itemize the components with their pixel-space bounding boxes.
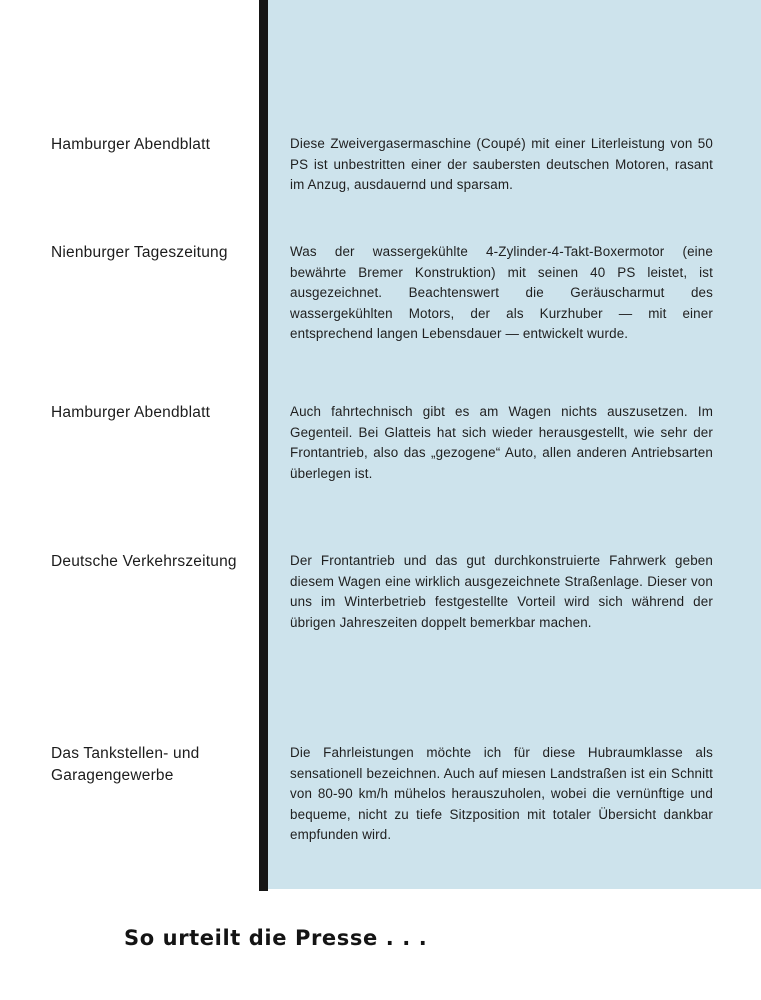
press-quote: Der Frontantrieb und das gut durchkonstruierte Fahrwerk geben diesem Wagen eine wirklich ausgezeichnete Straßenlage. Dieser von uns im Winterbetrieb festgestellte Vorteil wird sich während der übrigen Jahreszeiten doppelt bemerkbar machen. — [290, 553, 713, 630]
source-label: Deutsche Verkehrszeitung — [51, 553, 237, 570]
press-quote: Was der wassergekühlte 4-Zylinder-4-Takt-Boxermotor (eine bewährte Bremer Konstruktion) mit seinen 40 PS leistet, ist ausgezeichnet. Beachtenswert die Geräuscharmut des wassergekühlten Motors, der als Kurzhuber — mit einer entsprechend langen Lebensdauer — entwickelt wurde. — [290, 244, 713, 342]
source-label: Das Tankstellen- und Garagengewerbe — [51, 745, 200, 784]
press-quote: Die Fahrleistungen möchte ich für diese Hubraumklasse als sensationell bezeichnen. Auch auf miesen Landstraßen ist ein Schnitt von 80-90 km/h mühelos herauszuholen, wobei die vernünftige und bequeme, nicht zu tiefe Sitzposition mit totaler Übersicht dankbar empfunden wird. — [290, 745, 713, 843]
source-label: Hamburger Abendblatt — [51, 404, 211, 421]
press-quote: Diese Zweivergasermaschine (Coupé) mit einer Literleistung von 50 PS ist unbestritten einer der saubersten deutschen Motoren, rasant im Anzug, ausdauernd und sparsam. — [290, 136, 713, 193]
press-quote: Auch fahrtechnisch gibt es am Wagen nichts auszusetzen. Im Gegenteil. Bei Glatteis hat sich wieder herausgestellt, wie sehr der Frontantrieb, also das „gezogene“ Auto, allen anderen Antriebsarten überlegen ist. — [290, 404, 713, 481]
vertical-divider-bar — [259, 0, 268, 891]
source-label: Hamburger Abendblatt — [51, 136, 211, 153]
source-label: Nienburger Tageszeitung — [51, 244, 228, 261]
page-headline: So urteilt die Presse . . . — [124, 926, 428, 950]
